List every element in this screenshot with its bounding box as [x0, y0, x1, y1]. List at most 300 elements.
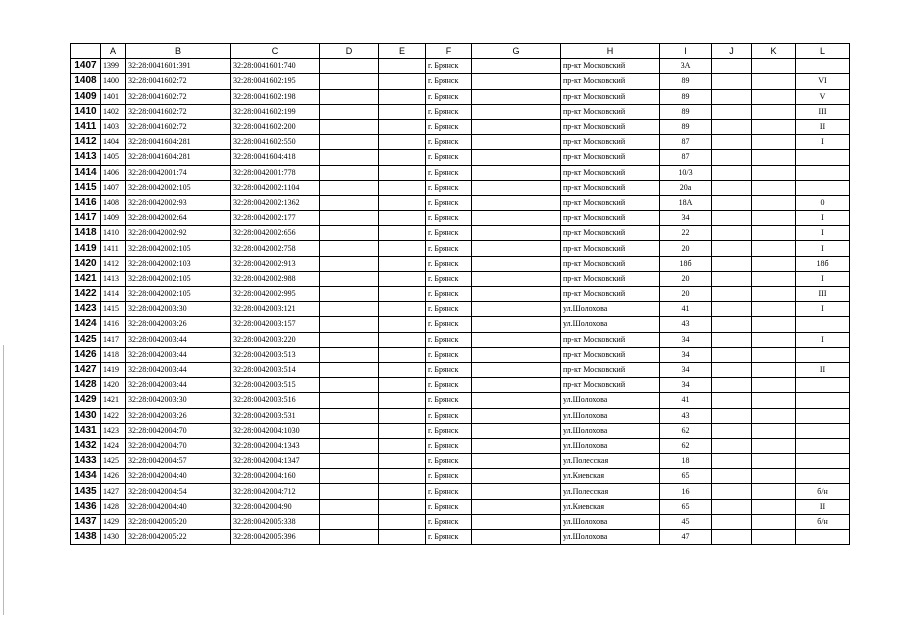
row-number[interactable]: 1410: [71, 104, 101, 119]
cell-i[interactable]: 87: [660, 135, 712, 150]
cell-i[interactable]: 62: [660, 438, 712, 453]
cell-g[interactable]: [472, 211, 561, 226]
row-number[interactable]: 1423: [71, 302, 101, 317]
cell-k[interactable]: [752, 438, 796, 453]
cell-l[interactable]: [796, 408, 850, 423]
cell-a[interactable]: 1419: [101, 362, 126, 377]
cell-f[interactable]: г. Брянск: [426, 469, 472, 484]
cell-e[interactable]: [379, 256, 426, 271]
cell-k[interactable]: [752, 499, 796, 514]
cell-d[interactable]: [320, 362, 379, 377]
cell-d[interactable]: [320, 393, 379, 408]
cell-i[interactable]: 10/3: [660, 165, 712, 180]
cell-a[interactable]: 1429: [101, 514, 126, 529]
cell-h[interactable]: пр-кт Московский: [561, 347, 660, 362]
cell-d[interactable]: [320, 241, 379, 256]
row-number[interactable]: 1429: [71, 393, 101, 408]
cell-a[interactable]: 1408: [101, 195, 126, 210]
cell-i[interactable]: 18: [660, 454, 712, 469]
cell-k[interactable]: [752, 347, 796, 362]
cell-d[interactable]: [320, 423, 379, 438]
cell-l[interactable]: I: [796, 135, 850, 150]
cell-f[interactable]: г. Брянск: [426, 454, 472, 469]
cell-j[interactable]: [712, 423, 752, 438]
cell-b[interactable]: 32:28:0042004:57: [126, 454, 231, 469]
row-number[interactable]: 1414: [71, 165, 101, 180]
cell-g[interactable]: [472, 165, 561, 180]
cell-d[interactable]: [320, 408, 379, 423]
cell-a[interactable]: 1420: [101, 378, 126, 393]
cell-e[interactable]: [379, 89, 426, 104]
cell-e[interactable]: [379, 104, 426, 119]
row-number[interactable]: 1417: [71, 211, 101, 226]
cell-f[interactable]: г. Брянск: [426, 74, 472, 89]
cell-a[interactable]: 1405: [101, 150, 126, 165]
cell-j[interactable]: [712, 271, 752, 286]
cell-i[interactable]: 45: [660, 514, 712, 529]
cell-b[interactable]: 32:28:0042003:30: [126, 302, 231, 317]
cell-h[interactable]: пр-кт Московский: [561, 59, 660, 74]
cell-k[interactable]: [752, 469, 796, 484]
row-number[interactable]: 1433: [71, 454, 101, 469]
cell-l[interactable]: I: [796, 332, 850, 347]
row-number[interactable]: 1421: [71, 271, 101, 286]
cell-g[interactable]: [472, 302, 561, 317]
cell-c[interactable]: 32:28:0042004:160: [231, 469, 320, 484]
cell-i[interactable]: 62: [660, 423, 712, 438]
cell-g[interactable]: [472, 484, 561, 499]
row-number[interactable]: 1416: [71, 195, 101, 210]
cell-j[interactable]: [712, 256, 752, 271]
cell-d[interactable]: [320, 514, 379, 529]
cell-a[interactable]: 1421: [101, 393, 126, 408]
cell-i[interactable]: 20: [660, 287, 712, 302]
cell-e[interactable]: [379, 469, 426, 484]
cell-a[interactable]: 1430: [101, 530, 126, 545]
cell-c[interactable]: 32:28:0041604:418: [231, 150, 320, 165]
cell-a[interactable]: 1428: [101, 499, 126, 514]
cell-f[interactable]: г. Брянск: [426, 287, 472, 302]
cell-a[interactable]: 1400: [101, 74, 126, 89]
cell-e[interactable]: [379, 530, 426, 545]
cell-b[interactable]: 32:28:0042004:40: [126, 469, 231, 484]
cell-l[interactable]: [796, 317, 850, 332]
cell-e[interactable]: [379, 74, 426, 89]
cell-b[interactable]: 32:28:0042004:54: [126, 484, 231, 499]
cell-i[interactable]: 89: [660, 104, 712, 119]
cell-j[interactable]: [712, 393, 752, 408]
column-header-l[interactable]: L: [796, 44, 850, 59]
column-header-e[interactable]: E: [379, 44, 426, 59]
cell-g[interactable]: [472, 438, 561, 453]
cell-h[interactable]: ул.Шолохова: [561, 423, 660, 438]
cell-c[interactable]: 32:28:0042002:988: [231, 271, 320, 286]
row-number[interactable]: 1427: [71, 362, 101, 377]
cell-e[interactable]: [379, 438, 426, 453]
row-number[interactable]: 1420: [71, 256, 101, 271]
cell-d[interactable]: [320, 104, 379, 119]
cell-f[interactable]: г. Брянск: [426, 119, 472, 134]
cell-j[interactable]: [712, 119, 752, 134]
cell-d[interactable]: [320, 499, 379, 514]
cell-a[interactable]: 1407: [101, 180, 126, 195]
row-number[interactable]: 1407: [71, 59, 101, 74]
cell-j[interactable]: [712, 74, 752, 89]
cell-i[interactable]: 87: [660, 150, 712, 165]
cell-e[interactable]: [379, 119, 426, 134]
cell-l[interactable]: III: [796, 104, 850, 119]
cell-l[interactable]: V: [796, 89, 850, 104]
column-header-h[interactable]: H: [561, 44, 660, 59]
cell-l[interactable]: III: [796, 287, 850, 302]
cell-a[interactable]: 1415: [101, 302, 126, 317]
cell-c[interactable]: 32:28:0042004:90: [231, 499, 320, 514]
cell-i[interactable]: 20: [660, 241, 712, 256]
cell-e[interactable]: [379, 287, 426, 302]
cell-h[interactable]: ул.Шолохова: [561, 302, 660, 317]
cell-i[interactable]: 89: [660, 74, 712, 89]
row-number[interactable]: 1424: [71, 317, 101, 332]
cell-c[interactable]: 32:28:0042002:1104: [231, 180, 320, 195]
cell-k[interactable]: [752, 362, 796, 377]
cell-j[interactable]: [712, 514, 752, 529]
cell-a[interactable]: 1402: [101, 104, 126, 119]
cell-f[interactable]: г. Брянск: [426, 302, 472, 317]
cell-c[interactable]: 32:28:0042002:656: [231, 226, 320, 241]
cell-a[interactable]: 1414: [101, 287, 126, 302]
cell-e[interactable]: [379, 302, 426, 317]
cell-h[interactable]: пр-кт Московский: [561, 256, 660, 271]
cell-f[interactable]: г. Брянск: [426, 530, 472, 545]
cell-b[interactable]: 32:28:0042002:92: [126, 226, 231, 241]
cell-h[interactable]: пр-кт Московский: [561, 119, 660, 134]
cell-h[interactable]: пр-кт Московский: [561, 195, 660, 210]
cell-k[interactable]: [752, 74, 796, 89]
cell-b[interactable]: 32:28:0042002:105: [126, 241, 231, 256]
cell-l[interactable]: I: [796, 302, 850, 317]
cell-c[interactable]: 32:28:0042003:157: [231, 317, 320, 332]
cell-d[interactable]: [320, 378, 379, 393]
cell-b[interactable]: 32:28:0042003:44: [126, 332, 231, 347]
cell-b[interactable]: 32:28:0041601:391: [126, 59, 231, 74]
row-number[interactable]: 1425: [71, 332, 101, 347]
cell-d[interactable]: [320, 287, 379, 302]
cell-i[interactable]: 34: [660, 211, 712, 226]
row-number[interactable]: 1418: [71, 226, 101, 241]
cell-j[interactable]: [712, 469, 752, 484]
cell-f[interactable]: г. Брянск: [426, 271, 472, 286]
cell-g[interactable]: [472, 362, 561, 377]
cell-i[interactable]: 65: [660, 469, 712, 484]
cell-d[interactable]: [320, 454, 379, 469]
cell-f[interactable]: г. Брянск: [426, 89, 472, 104]
cell-l[interactable]: [796, 165, 850, 180]
cell-e[interactable]: [379, 393, 426, 408]
row-number[interactable]: 1428: [71, 378, 101, 393]
cell-h[interactable]: ул.Шолохова: [561, 408, 660, 423]
cell-c[interactable]: 32:28:0041602:195: [231, 74, 320, 89]
cell-f[interactable]: г. Брянск: [426, 150, 472, 165]
cell-c[interactable]: 32:28:0042003:220: [231, 332, 320, 347]
cell-k[interactable]: [752, 135, 796, 150]
cell-c[interactable]: 32:28:0042004:712: [231, 484, 320, 499]
cell-e[interactable]: [379, 423, 426, 438]
cell-i[interactable]: 3А: [660, 59, 712, 74]
cell-g[interactable]: [472, 332, 561, 347]
cell-h[interactable]: пр-кт Московский: [561, 362, 660, 377]
cell-i[interactable]: 20а: [660, 180, 712, 195]
cell-j[interactable]: [712, 104, 752, 119]
cell-e[interactable]: [379, 241, 426, 256]
cell-c[interactable]: 32:28:0041602:200: [231, 119, 320, 134]
cell-j[interactable]: [712, 165, 752, 180]
cell-l[interactable]: 18б: [796, 256, 850, 271]
cell-l[interactable]: [796, 423, 850, 438]
cell-i[interactable]: 43: [660, 317, 712, 332]
cell-b[interactable]: 32:28:0041602:72: [126, 119, 231, 134]
cell-b[interactable]: 32:28:0041604:281: [126, 150, 231, 165]
row-number[interactable]: 1415: [71, 180, 101, 195]
cell-i[interactable]: 65: [660, 499, 712, 514]
cell-a[interactable]: 1399: [101, 59, 126, 74]
cell-f[interactable]: г. Брянск: [426, 378, 472, 393]
cell-g[interactable]: [472, 393, 561, 408]
cell-h[interactable]: пр-кт Московский: [561, 241, 660, 256]
cell-a[interactable]: 1418: [101, 347, 126, 362]
cell-l[interactable]: [796, 393, 850, 408]
cell-e[interactable]: [379, 378, 426, 393]
cell-l[interactable]: [796, 469, 850, 484]
cell-g[interactable]: [472, 135, 561, 150]
cell-f[interactable]: г. Брянск: [426, 165, 472, 180]
cell-c[interactable]: 32:28:0042003:516: [231, 393, 320, 408]
cell-c[interactable]: 32:28:0042004:1030: [231, 423, 320, 438]
cell-i[interactable]: 20: [660, 271, 712, 286]
cell-l[interactable]: VI: [796, 74, 850, 89]
cell-h[interactable]: ул.Полесская: [561, 454, 660, 469]
cell-k[interactable]: [752, 89, 796, 104]
row-number[interactable]: 1437: [71, 514, 101, 529]
cell-f[interactable]: г. Брянск: [426, 104, 472, 119]
cell-d[interactable]: [320, 74, 379, 89]
cell-g[interactable]: [472, 514, 561, 529]
cell-b[interactable]: 32:28:0041602:72: [126, 89, 231, 104]
cell-d[interactable]: [320, 530, 379, 545]
cell-i[interactable]: 22: [660, 226, 712, 241]
cell-f[interactable]: г. Брянск: [426, 438, 472, 453]
cell-g[interactable]: [472, 469, 561, 484]
cell-c[interactable]: 32:28:0041602:198: [231, 89, 320, 104]
row-number[interactable]: 1430: [71, 408, 101, 423]
cell-g[interactable]: [472, 378, 561, 393]
cell-e[interactable]: [379, 499, 426, 514]
column-header-b[interactable]: B: [126, 44, 231, 59]
cell-g[interactable]: [472, 454, 561, 469]
cell-g[interactable]: [472, 499, 561, 514]
cell-g[interactable]: [472, 150, 561, 165]
cell-b[interactable]: 32:28:0042003:44: [126, 347, 231, 362]
cell-d[interactable]: [320, 484, 379, 499]
cell-k[interactable]: [752, 484, 796, 499]
cell-g[interactable]: [472, 180, 561, 195]
cell-h[interactable]: пр-кт Московский: [561, 165, 660, 180]
cell-k[interactable]: [752, 271, 796, 286]
column-header-a[interactable]: A: [101, 44, 126, 59]
cell-g[interactable]: [472, 89, 561, 104]
cell-j[interactable]: [712, 195, 752, 210]
cell-a[interactable]: 1404: [101, 135, 126, 150]
column-header-i[interactable]: I: [660, 44, 712, 59]
cell-k[interactable]: [752, 241, 796, 256]
cell-j[interactable]: [712, 499, 752, 514]
cell-c[interactable]: 32:28:0042003:513: [231, 347, 320, 362]
row-number[interactable]: 1426: [71, 347, 101, 362]
cell-a[interactable]: 1427: [101, 484, 126, 499]
cell-c[interactable]: 32:28:0042002:913: [231, 256, 320, 271]
cell-e[interactable]: [379, 165, 426, 180]
cell-i[interactable]: 18А: [660, 195, 712, 210]
cell-k[interactable]: [752, 332, 796, 347]
cell-b[interactable]: 32:28:0042003:44: [126, 378, 231, 393]
cell-j[interactable]: [712, 408, 752, 423]
cell-g[interactable]: [472, 119, 561, 134]
cell-g[interactable]: [472, 74, 561, 89]
cell-f[interactable]: г. Брянск: [426, 195, 472, 210]
cell-i[interactable]: 16: [660, 484, 712, 499]
cell-g[interactable]: [472, 104, 561, 119]
cell-k[interactable]: [752, 514, 796, 529]
cell-b[interactable]: 32:28:0042002:105: [126, 287, 231, 302]
cell-b[interactable]: 32:28:0042002:105: [126, 180, 231, 195]
cell-h[interactable]: пр-кт Московский: [561, 211, 660, 226]
cell-d[interactable]: [320, 165, 379, 180]
cell-d[interactable]: [320, 302, 379, 317]
cell-d[interactable]: [320, 195, 379, 210]
cell-a[interactable]: 1425: [101, 454, 126, 469]
cell-k[interactable]: [752, 104, 796, 119]
cell-l[interactable]: II: [796, 499, 850, 514]
cell-b[interactable]: 32:28:0042003:30: [126, 393, 231, 408]
cell-a[interactable]: 1417: [101, 332, 126, 347]
cell-j[interactable]: [712, 332, 752, 347]
cell-k[interactable]: [752, 408, 796, 423]
cell-h[interactable]: ул.Шолохова: [561, 514, 660, 529]
cell-l[interactable]: I: [796, 226, 850, 241]
cell-h[interactable]: пр-кт Московский: [561, 332, 660, 347]
cell-b[interactable]: 32:28:0041602:72: [126, 74, 231, 89]
cell-j[interactable]: [712, 484, 752, 499]
cell-a[interactable]: 1403: [101, 119, 126, 134]
cell-h[interactable]: ул.Шолохова: [561, 393, 660, 408]
cell-f[interactable]: г. Брянск: [426, 135, 472, 150]
cell-b[interactable]: 32:28:0042001:74: [126, 165, 231, 180]
cell-e[interactable]: [379, 347, 426, 362]
cell-b[interactable]: 32:28:0042004:70: [126, 423, 231, 438]
cell-d[interactable]: [320, 59, 379, 74]
cell-f[interactable]: г. Брянск: [426, 332, 472, 347]
cell-b[interactable]: 32:28:0042004:70: [126, 438, 231, 453]
cell-c[interactable]: 32:28:0042003:121: [231, 302, 320, 317]
cell-j[interactable]: [712, 438, 752, 453]
cell-h[interactable]: пр-кт Московский: [561, 150, 660, 165]
cell-h[interactable]: пр-кт Московский: [561, 74, 660, 89]
cell-h[interactable]: пр-кт Московский: [561, 271, 660, 286]
cell-e[interactable]: [379, 514, 426, 529]
row-number[interactable]: 1431: [71, 423, 101, 438]
cell-e[interactable]: [379, 271, 426, 286]
cell-f[interactable]: г. Брянск: [426, 347, 472, 362]
cell-e[interactable]: [379, 484, 426, 499]
cell-c[interactable]: 32:28:0042002:1362: [231, 195, 320, 210]
cell-j[interactable]: [712, 211, 752, 226]
cell-a[interactable]: 1413: [101, 271, 126, 286]
cell-a[interactable]: 1411: [101, 241, 126, 256]
cell-c[interactable]: 32:28:0042002:177: [231, 211, 320, 226]
cell-b[interactable]: 32:28:0042003:26: [126, 317, 231, 332]
cell-g[interactable]: [472, 317, 561, 332]
cell-g[interactable]: [472, 271, 561, 286]
cell-a[interactable]: 1426: [101, 469, 126, 484]
cell-h[interactable]: пр-кт Московский: [561, 180, 660, 195]
cell-j[interactable]: [712, 89, 752, 104]
cell-h[interactable]: ул.Шолохова: [561, 530, 660, 545]
cell-k[interactable]: [752, 211, 796, 226]
cell-l[interactable]: [796, 438, 850, 453]
cell-f[interactable]: г. Брянск: [426, 408, 472, 423]
cell-l[interactable]: I: [796, 271, 850, 286]
cell-g[interactable]: [472, 347, 561, 362]
row-number[interactable]: 1438: [71, 530, 101, 545]
cell-b[interactable]: 32:28:0041604:281: [126, 135, 231, 150]
cell-l[interactable]: б/н: [796, 514, 850, 529]
cell-j[interactable]: [712, 180, 752, 195]
cell-g[interactable]: [472, 530, 561, 545]
cell-j[interactable]: [712, 362, 752, 377]
cell-k[interactable]: [752, 195, 796, 210]
cell-c[interactable]: 32:28:0041602:199: [231, 104, 320, 119]
cell-i[interactable]: 41: [660, 302, 712, 317]
cell-j[interactable]: [712, 302, 752, 317]
cell-l[interactable]: [796, 59, 850, 74]
cell-f[interactable]: г. Брянск: [426, 484, 472, 499]
cell-f[interactable]: г. Брянск: [426, 211, 472, 226]
cell-e[interactable]: [379, 317, 426, 332]
cell-k[interactable]: [752, 256, 796, 271]
cell-c[interactable]: 32:28:0042005:338: [231, 514, 320, 529]
cell-k[interactable]: [752, 180, 796, 195]
cell-a[interactable]: 1422: [101, 408, 126, 423]
cell-j[interactable]: [712, 287, 752, 302]
cell-c[interactable]: 32:28:0042004:1347: [231, 454, 320, 469]
cell-e[interactable]: [379, 195, 426, 210]
column-header-j[interactable]: J: [712, 44, 752, 59]
row-number[interactable]: 1435: [71, 484, 101, 499]
cell-j[interactable]: [712, 347, 752, 362]
cell-f[interactable]: г. Брянск: [426, 226, 472, 241]
cell-g[interactable]: [472, 59, 561, 74]
cell-h[interactable]: пр-кт Московский: [561, 378, 660, 393]
cell-f[interactable]: г. Брянск: [426, 59, 472, 74]
cell-b[interactable]: 32:28:0042003:26: [126, 408, 231, 423]
cell-c[interactable]: 32:28:0042003:515: [231, 378, 320, 393]
cell-l[interactable]: I: [796, 241, 850, 256]
column-header-g[interactable]: G: [472, 44, 561, 59]
cell-g[interactable]: [472, 241, 561, 256]
cell-b[interactable]: 32:28:0042002:93: [126, 195, 231, 210]
cell-k[interactable]: [752, 378, 796, 393]
cell-i[interactable]: 34: [660, 378, 712, 393]
cell-f[interactable]: г. Брянск: [426, 241, 472, 256]
